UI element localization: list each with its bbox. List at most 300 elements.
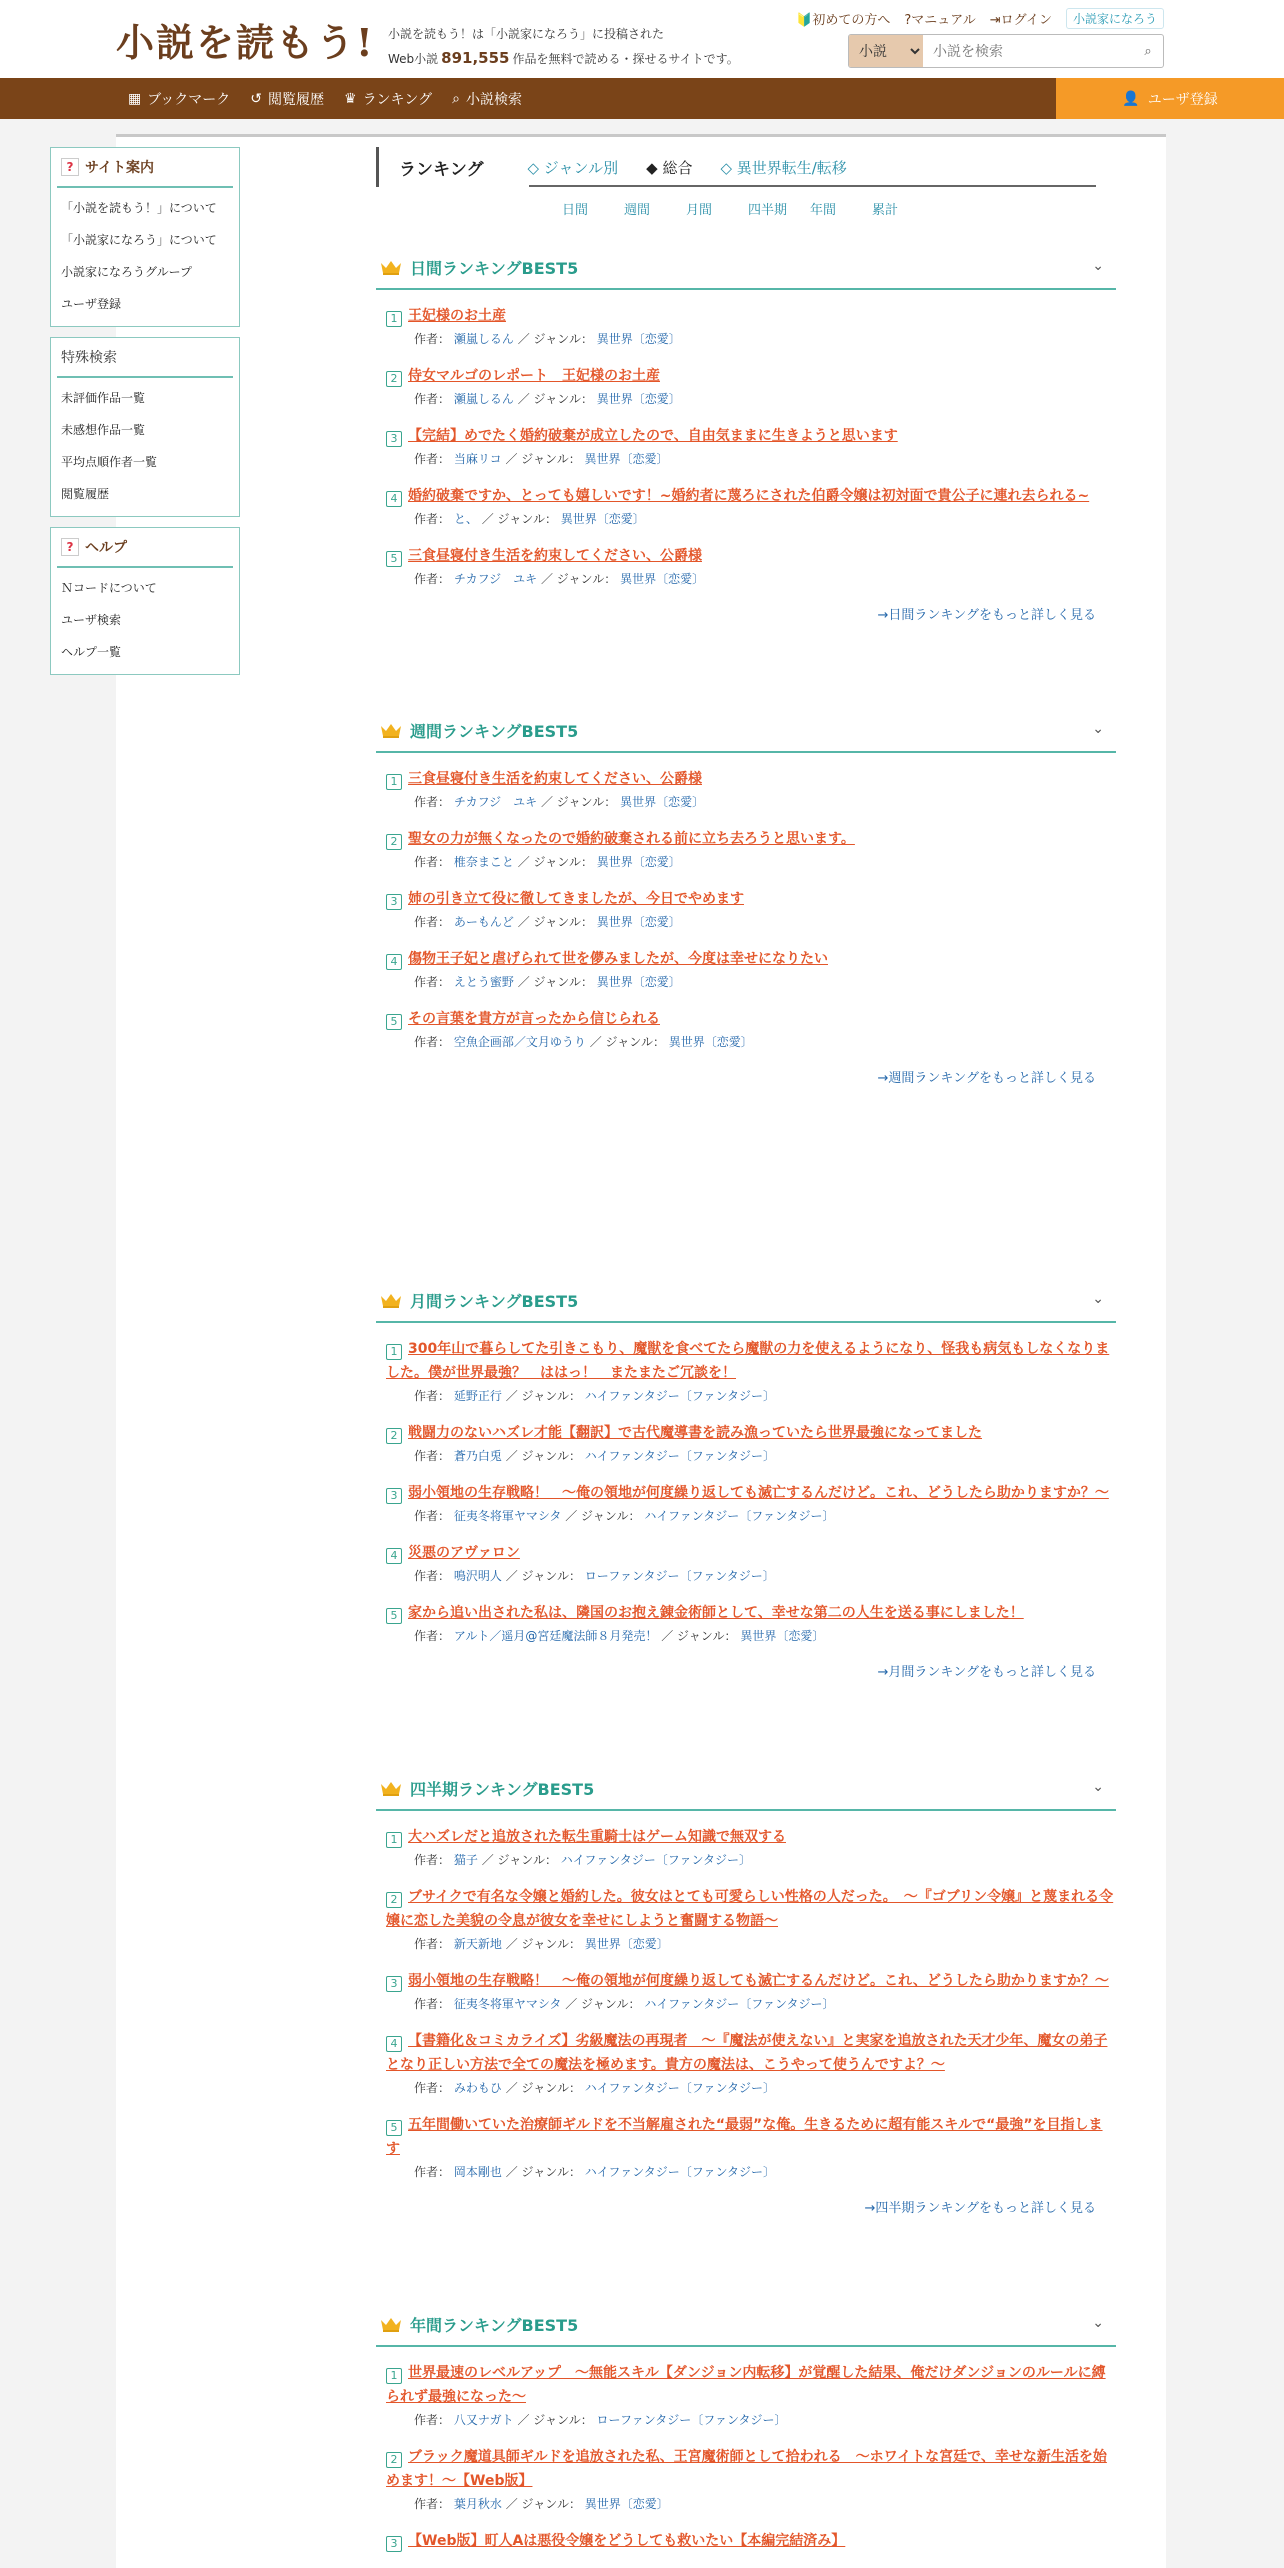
genre-link[interactable]: ハイファンタジー〔ファンタジー〕	[584, 1449, 775, 1463]
sidebar-item-about-yomou[interactable]: 「小説を読もう！」について	[61, 201, 217, 215]
novel-title-link[interactable]	[386, 1481, 1116, 1505]
rank-badge: 4	[386, 2036, 402, 2052]
chevron-down-icon[interactable]: ⌄	[1092, 2315, 1104, 2331]
chevron-down-icon[interactable]: ⌄	[1092, 1779, 1104, 1795]
ranking-section-title: 四半期ランキングBEST5	[410, 1779, 595, 1799]
genre-label: ／ ジャンル：	[517, 855, 593, 869]
tab-genre[interactable]: ◇ ジャンル別	[527, 158, 619, 177]
help-header	[57, 528, 233, 568]
genre-label: ／ ジャンル：	[517, 2413, 593, 2427]
tabs-underline	[529, 185, 1096, 187]
beginner-icon: 🔰	[796, 13, 813, 28]
help-title: ヘルプ	[85, 540, 127, 556]
question-icon: ?	[61, 538, 79, 556]
genre-link[interactable]: 異世界〔恋愛〕	[596, 392, 681, 406]
author-label: 作者：	[414, 2165, 451, 2179]
nav-search[interactable]	[452, 89, 522, 109]
rank-badge: 2	[386, 2452, 402, 2468]
novel-title-link[interactable]	[386, 1337, 1116, 1385]
novel-title: 五年間働いていた治療師ギルドを不当解雇された“最弱”な俺。生きるために超有能スキルで“最強”を目指します	[386, 2117, 1103, 2157]
novel-title: 弱小領地の生存戦略！ ～俺の領地が何度繰り返しても滅亡するんだけど。これ、どうしたら助かりますか？～	[408, 1485, 1109, 1501]
ranking-title: ランキング	[399, 159, 484, 180]
genre-link[interactable]: 異世界〔恋愛〕	[596, 855, 681, 869]
novel-meta	[386, 1993, 1116, 2015]
login-label: ログイン	[1000, 13, 1052, 28]
main-nav	[0, 78, 1284, 119]
crown-icon	[380, 1292, 402, 1308]
site-guide-header	[57, 148, 233, 188]
author-link[interactable]: 征夷冬将軍ヤマシタ	[453, 1509, 562, 1523]
rank-badge: 2	[386, 834, 402, 850]
novel-title-link[interactable]	[386, 2445, 1116, 2493]
novel-meta	[386, 2493, 1116, 2515]
genre-link[interactable]: ハイファンタジー〔ファンタジー〕	[584, 2165, 775, 2179]
novel-title-link[interactable]	[386, 887, 1116, 911]
novel-meta	[386, 2161, 1116, 2183]
period-quarterly[interactable]: 四半期	[748, 203, 788, 218]
rank-badge: 3	[386, 1976, 402, 1992]
ranking-section	[376, 1279, 1116, 1680]
author-label: 作者：	[414, 2497, 451, 2511]
author-link[interactable]: 蒼乃白兎	[453, 1449, 502, 1463]
novel-meta	[386, 508, 1116, 530]
genre-label: ／ ジャンル：	[505, 2081, 581, 2095]
author-link[interactable]: アルト／遥月@宮廷魔法師８月発売！	[453, 1629, 658, 1643]
author-link[interactable]: 空魚企画部／文月ゆうり	[453, 1035, 586, 1049]
tagline-pre: Web小説	[388, 52, 439, 66]
ranking-section-header[interactable]	[376, 1279, 1116, 1323]
author-label: 作者：	[414, 1389, 451, 1403]
author-link[interactable]: 延野正行	[453, 1389, 502, 1403]
novel-meta	[386, 2077, 1116, 2099]
login-link[interactable]	[990, 9, 1052, 28]
genre-label: ／ ジャンル：	[517, 392, 593, 406]
rank-badge: 2	[386, 1428, 402, 1444]
ranking-main	[376, 147, 1116, 218]
novel-title: 家から追い出された私は、隣国のお抱え錬金術師として、幸せな第二の人生を送る事にしました！	[408, 1605, 1024, 1621]
author-label: 作者：	[414, 1449, 451, 1463]
genre-link[interactable]: 異世界〔恋愛〕	[620, 795, 705, 809]
novel-meta	[386, 1849, 1116, 1871]
novel-meta	[386, 851, 1116, 873]
site-tagline	[388, 22, 739, 71]
novel-meta	[386, 1625, 1116, 1647]
author-link[interactable]: 椎奈まこと	[453, 855, 514, 869]
ranking-section-title: 月間ランキングBEST5	[410, 1291, 579, 1311]
author-link[interactable]: 瀬嵐しるん	[453, 392, 514, 406]
novel-title: 弱小領地の生存戦略！ ～俺の領地が何度繰り返しても滅亡するんだけど。これ、どうしたら助かりますか？～	[408, 1973, 1109, 1989]
novel-title-link[interactable]	[386, 2113, 1116, 2161]
ranking-section	[376, 1767, 1116, 2216]
novel-title-link[interactable]	[386, 364, 1116, 388]
period-daily[interactable]: 日間	[562, 203, 589, 218]
list-item	[376, 2529, 1116, 2553]
genre-link[interactable]: ローファンタジー〔ファンタジー〕	[596, 2413, 787, 2427]
author-label: 作者：	[414, 332, 451, 346]
genre-link[interactable]: 異世界〔恋愛〕	[596, 332, 681, 346]
novel-meta	[386, 1031, 1116, 1053]
author-link[interactable]: 征夷冬将軍ヤマシタ	[453, 1997, 562, 2011]
novel-title: 婚約破棄ですか、とっても嬉しいです！~婚約者に蔑ろにされた伯爵令嬢は初対面で貴公子に連れ去られる~	[408, 488, 1090, 504]
genre-link[interactable]: ハイファンタジー〔ファンタジー〕	[584, 2081, 775, 2095]
author-label: 作者：	[414, 1509, 451, 1523]
list-item	[376, 767, 1116, 813]
author-label: 作者：	[414, 1629, 451, 1643]
novel-title-link[interactable]	[386, 767, 1116, 791]
genre-label: ／ ジャンル：	[589, 1035, 665, 1049]
more-ranking-link[interactable]: →日間ランキングをもっと詳しく見る	[877, 608, 1096, 623]
ranking-section-header[interactable]	[376, 246, 1116, 290]
chevron-down-icon[interactable]: ⌄	[1092, 258, 1104, 274]
ranking-section-header[interactable]	[376, 1767, 1116, 1811]
narou-brand-link[interactable]: 小説家になろう	[1066, 8, 1164, 29]
sidebar-item-group[interactable]: 小説家になろうグループ	[61, 265, 193, 279]
author-label: 作者：	[414, 915, 451, 929]
rank-badge: 1	[386, 774, 402, 790]
period-monthly[interactable]: 月間	[686, 203, 713, 218]
crown-icon	[380, 259, 402, 275]
sidebar-item-unrated[interactable]: 未評価作品一覧	[61, 391, 146, 405]
novel-meta	[386, 791, 1116, 813]
ranking-section	[376, 709, 1116, 1086]
author-link[interactable]: 猫子	[453, 1853, 478, 1867]
novel-title: 傷物王子妃と虐げられて世を儚みましたが、今度は幸せになりたい	[408, 951, 828, 967]
genre-label: ／ ジャンル：	[517, 332, 593, 346]
novel-meta	[386, 971, 1116, 993]
site-guide-box	[50, 147, 240, 327]
more-ranking-link[interactable]: →四半期ランキングをもっと詳しく見る	[864, 2201, 1096, 2216]
novel-title: 災悪のアヴァロン	[408, 1545, 520, 1561]
novel-meta	[386, 448, 1116, 470]
rank-badge: 3	[386, 894, 402, 910]
tagline-line2	[388, 46, 739, 71]
genre-label: ／ ジャンル：	[481, 1853, 557, 1867]
novel-title-link[interactable]	[386, 1885, 1116, 1933]
site-header	[0, 0, 1284, 78]
user-icon: 👤	[1122, 90, 1140, 107]
author-label: 作者：	[414, 1035, 451, 1049]
nav-bookmark[interactable]	[128, 89, 230, 109]
rank-badge: 4	[386, 1548, 402, 1564]
list-item	[376, 1421, 1116, 1467]
sidebar-item-register[interactable]: ユーザ登録	[61, 297, 122, 311]
novel-title-link[interactable]	[386, 1825, 1116, 1849]
novel-title-link[interactable]	[386, 1601, 1116, 1625]
first-visit-label: 初めての方へ	[812, 13, 891, 28]
period-weekly[interactable]: 週間	[624, 203, 651, 218]
question-icon: ?	[61, 158, 79, 176]
search-type-select[interactable]	[849, 35, 923, 67]
sidebar-item-about-narou[interactable]: 「小説家になろう」について	[61, 233, 217, 247]
list-item	[376, 2445, 1116, 2515]
author-label: 作者：	[414, 1853, 451, 1867]
rank-badge: 1	[386, 2368, 402, 2384]
list-item	[376, 424, 1116, 470]
novel-title-link[interactable]	[386, 947, 1116, 971]
ranking-section-title: 年間ランキングBEST5	[410, 2315, 579, 2335]
novel-title: 【完結】めでたく婚約破棄が成立したので、自由気ままに生きようと思います	[408, 428, 898, 444]
author-link[interactable]: 新天新地	[453, 1937, 502, 1951]
author-link[interactable]: 鳴沢明人	[453, 1569, 502, 1583]
search-button[interactable]	[1133, 35, 1163, 67]
sidebar-item-history[interactable]: 閲覧履歴	[61, 487, 110, 501]
genre-link[interactable]: ハイファンタジー〔ファンタジー〕	[644, 1509, 835, 1523]
nav-search-label: 小説検索	[466, 91, 522, 108]
register-button[interactable]	[1056, 78, 1284, 119]
novel-title-link[interactable]	[386, 1969, 1116, 1993]
more-ranking-link[interactable]: →週間ランキングをもっと詳しく見る	[877, 1071, 1096, 1086]
novel-meta	[386, 2409, 1116, 2431]
crown-icon: ♛	[344, 90, 357, 107]
list-item	[376, 304, 1116, 350]
novel-title-link[interactable]	[386, 1541, 1116, 1565]
novel-title-link[interactable]	[386, 424, 1116, 448]
chevron-down-icon[interactable]: ⌄	[1092, 1291, 1104, 1307]
novel-title: 姉の引き立て役に徹してきましたが、今日でやめます	[408, 891, 744, 907]
rank-badge: 4	[386, 954, 402, 970]
list-item	[376, 1601, 1116, 1647]
list-item	[376, 1337, 1116, 1407]
genre-label: ／ ジャンル：	[505, 452, 581, 466]
list-item	[376, 484, 1116, 530]
list-item	[376, 2113, 1116, 2183]
list-item	[376, 2361, 1116, 2431]
rank-badge: 5	[386, 1014, 402, 1030]
novel-meta	[386, 388, 1116, 410]
register-label: ユーザ登録	[1147, 91, 1218, 108]
genre-label: ／ ジャンル：	[565, 1997, 641, 2011]
novel-count: 891,555	[441, 49, 510, 67]
author-link[interactable]: チカフジ ユキ	[453, 572, 538, 586]
novel-title-link[interactable]	[386, 484, 1116, 508]
novel-title-link[interactable]	[386, 2361, 1116, 2409]
novel-meta	[386, 1505, 1116, 1527]
list-item	[376, 364, 1116, 410]
novel-meta	[386, 1933, 1116, 1955]
author-link[interactable]: 葉月秋水	[453, 2497, 502, 2511]
genre-link[interactable]: ハイファンタジー〔ファンタジー〕	[560, 1853, 751, 1867]
novel-title: 三食昼寝付き生活を約束してください、公爵様	[408, 548, 702, 564]
genre-link[interactable]: ハイファンタジー〔ファンタジー〕	[644, 1997, 835, 2011]
nav-ranking[interactable]	[344, 89, 432, 109]
more-ranking-link[interactable]: →月間ランキングをもっと詳しく見る	[877, 1665, 1096, 1680]
novel-title: ブサイクで有名な令嬢と婚約した。彼女はとても可愛らしい性格の人だった。 ～『ゴブリン令嬢』と蔑まれる令嬢に恋した美貌の令息が彼女を幸せにしようと奮闘する物語～	[386, 1889, 1114, 1929]
author-link[interactable]: 瀬嵐しるん	[453, 332, 514, 346]
site-guide-title: サイト案内	[85, 160, 155, 176]
author-link[interactable]: あーもんど	[453, 915, 514, 929]
manual-label: マニュアル	[911, 13, 976, 28]
author-label: 作者：	[414, 572, 451, 586]
ranking-section-header[interactable]	[376, 709, 1116, 753]
first-visit-link[interactable]	[796, 9, 890, 28]
rank-badge: 1	[386, 1344, 402, 1360]
author-label: 作者：	[414, 392, 451, 406]
ranking-section-title: 日間ランキングBEST5	[410, 258, 579, 278]
genre-label: ／ ジャンル：	[505, 1449, 581, 1463]
grid-icon: ▦	[128, 90, 142, 107]
novel-title-link[interactable]	[386, 1007, 1116, 1031]
rank-badge: 3	[386, 431, 402, 447]
sidebar-item-ncode[interactable]: Ｎコードについて	[61, 581, 157, 595]
list-item	[376, 1481, 1116, 1527]
genre-label: ／ ジャンル：	[505, 1569, 581, 1583]
nav-history-label: 閲覧履歴	[268, 91, 324, 108]
genre-label: ／ ジャンル：	[505, 1937, 581, 1951]
rank-badge: 4	[386, 491, 402, 507]
ranking-section	[376, 2303, 1116, 2553]
author-label: 作者：	[414, 1569, 451, 1583]
rank-badge: 5	[386, 1608, 402, 1624]
history-icon: ↺	[250, 90, 262, 107]
novel-meta	[386, 1565, 1116, 1587]
genre-link[interactable]: 異世界〔恋愛〕	[596, 915, 681, 929]
list-item	[376, 827, 1116, 873]
site-logo[interactable]: 小説を読もう!	[116, 20, 375, 65]
genre-link[interactable]: ローファンタジー〔ファンタジー〕	[584, 1569, 775, 1583]
period-yearly[interactable]: 年間	[810, 203, 837, 218]
author-link[interactable]: みわもひ	[453, 2081, 502, 2095]
ranking-tabs	[376, 147, 1116, 187]
novel-meta	[386, 911, 1116, 933]
genre-label: ／ ジャンル：	[517, 915, 593, 929]
rank-badge: 5	[386, 2120, 402, 2136]
genre-label: ／ ジャンル：	[505, 2497, 581, 2511]
list-item	[376, 887, 1116, 933]
novel-title-link[interactable]	[386, 544, 1116, 568]
question-icon: ?	[904, 13, 912, 28]
genre-label: ／ ジャンル：	[517, 975, 593, 989]
tagline-line1: 小説を読もう！は「小説家になろう」に投稿された	[388, 27, 665, 41]
genre-link[interactable]: 異世界〔恋愛〕	[584, 2497, 669, 2511]
crown-icon	[380, 722, 402, 738]
ranking-section	[376, 246, 1116, 623]
rank-badge: 2	[386, 371, 402, 387]
novel-title: 大ハズレだと追放された転生重騎士はゲーム知識で無双する	[408, 1829, 786, 1845]
author-label: 作者：	[414, 795, 451, 809]
genre-link[interactable]: 異世界〔恋愛〕	[584, 452, 669, 466]
special-search-box	[50, 337, 240, 517]
novel-title: 王妃様のお土産	[408, 308, 506, 324]
genre-label: ／ ジャンル：	[661, 1629, 737, 1643]
novel-title-link[interactable]	[386, 2029, 1116, 2077]
rank-badge: 2	[386, 1892, 402, 1908]
novel-title: 【書籍化＆コミカライズ】劣級魔法の再現者 ～『魔法が使えない』と実家を追放された天才少年、魔女の弟子となり正しい方法で全ての魔法を極めます。貴方の魔法は、こうやって使うんですよ？～	[386, 2033, 1108, 2073]
crown-icon	[380, 2316, 402, 2332]
rank-badge: 3	[386, 1488, 402, 1504]
novel-title: その言葉を貴方が言ったから信じられる	[408, 1011, 660, 1027]
list-item	[376, 1007, 1116, 1053]
author-label: 作者：	[414, 975, 451, 989]
nav-bookmark-label: ブックマーク	[147, 91, 231, 108]
search-icon: ⌕	[452, 90, 460, 107]
rank-badge: 1	[386, 311, 402, 327]
novel-title: ブラック魔道具師ギルドを追放された私、王宮魔術師として拾われる ～ホワイトな宮廷で、幸せな新生活を始めます！～【Web版】	[386, 2449, 1107, 2489]
author-link[interactable]: と、	[453, 512, 478, 526]
sidebar-item-user-search[interactable]: ユーザ検索	[61, 613, 122, 627]
author-link[interactable]: 八又ナガト	[453, 2413, 514, 2427]
tab-overall[interactable]: ◆ 総合	[646, 158, 693, 177]
author-label: 作者：	[414, 452, 451, 466]
period-total[interactable]: 累計	[872, 203, 899, 218]
author-link[interactable]: チカフジ ユキ	[453, 795, 538, 809]
list-item	[376, 2029, 1116, 2099]
rank-badge: 3	[386, 2536, 402, 2552]
top-links	[796, 8, 1164, 29]
period-links	[562, 199, 1116, 218]
sidebar	[50, 147, 240, 685]
genre-label: ／ ジャンル：	[565, 1509, 641, 1523]
novel-meta	[386, 1385, 1116, 1407]
genre-label: ／ ジャンル：	[481, 512, 557, 526]
author-label: 作者：	[414, 855, 451, 869]
sidebar-item-avg-authors[interactable]: 平均点順作者一覧	[61, 455, 158, 469]
author-link[interactable]: 当麻リコ	[453, 452, 502, 466]
nav-history[interactable]	[250, 89, 324, 109]
novel-meta	[386, 568, 1116, 590]
author-label: 作者：	[414, 512, 451, 526]
author-label: 作者：	[414, 2413, 451, 2427]
genre-link[interactable]: 異世界〔恋愛〕	[584, 1937, 669, 1951]
nav-ranking-label: ランキング	[362, 91, 433, 108]
ranking-section-header[interactable]	[376, 2303, 1116, 2347]
list-item	[376, 544, 1116, 590]
author-link[interactable]: 岡本剛也	[453, 2165, 502, 2179]
list-item	[376, 1969, 1116, 2015]
novel-title: 世界最速のレベルアップ ～無能スキル【ダンジョン内転移】が覚醒した結果、俺だけダンジョンのルールに縛られず最強になった～	[386, 2365, 1106, 2405]
search-input[interactable]	[923, 35, 1133, 67]
novel-title-link[interactable]	[386, 2529, 1116, 2553]
novel-title-link[interactable]	[386, 1421, 1116, 1445]
novel-title: 【Web版】町人Aは悪役令嬢をどうしても救いたい【本編完結済み】	[408, 2533, 846, 2549]
chevron-down-icon[interactable]: ⌄	[1092, 721, 1104, 737]
author-label: 作者：	[414, 1997, 451, 2011]
author-label: 作者：	[414, 2081, 451, 2095]
genre-link[interactable]: 異世界〔恋愛〕	[560, 512, 645, 526]
help-box	[50, 527, 240, 675]
novel-title: 侍女マルゴのレポート 王妃様のお土産	[408, 368, 660, 384]
sidebar-item-help-list[interactable]: ヘルプ一覧	[61, 645, 122, 659]
genre-label: ／ ジャンル：	[505, 2165, 581, 2179]
genre-link[interactable]: 異世界〔恋愛〕	[668, 1035, 753, 1049]
author-link[interactable]: えとう蜜野	[453, 975, 514, 989]
tab-isekai[interactable]: ◇ 異世界転生/転移	[720, 158, 847, 177]
novel-title: 300年山で暮らしてた引きこもり、魔獣を食べてたら魔獣の力を使えるようになり、怪我も病気もしなくなりました。僕が世界最強？ ははっ！ またまたご冗談を！	[386, 1341, 1110, 1381]
ranking-section-title: 週間ランキングBEST5	[410, 721, 579, 741]
novel-title: 戦闘力のないハズレ才能【翻訳】で古代魔導書を読み漁っていたら世界最強になってました	[408, 1425, 982, 1441]
novel-title-link[interactable]	[386, 304, 1116, 328]
novel-title-link[interactable]	[386, 827, 1116, 851]
special-search-header: 特殊検索	[57, 338, 233, 378]
search-box	[848, 34, 1164, 68]
rank-badge: 1	[386, 1832, 402, 1848]
genre-link[interactable]: 異世界〔恋愛〕	[740, 1629, 825, 1643]
tagline-post: 作品を無料で読める・探せるサイトです。	[512, 52, 739, 66]
author-label: 作者：	[414, 1937, 451, 1951]
genre-label: ／ ジャンル：	[505, 1389, 581, 1403]
search-icon: ⌕	[1144, 43, 1152, 59]
genre-link[interactable]: 異世界〔恋愛〕	[596, 975, 681, 989]
genre-link[interactable]: ハイファンタジー〔ファンタジー〕	[584, 1389, 775, 1403]
novel-meta	[386, 328, 1116, 350]
genre-link[interactable]: 異世界〔恋愛〕	[620, 572, 705, 586]
sidebar-item-no-review[interactable]: 未感想作品一覧	[61, 423, 146, 437]
novel-title: 聖女の力が無くなったので婚約破棄される前に立ち去ろうと思います。	[408, 831, 855, 847]
genre-label: ／ ジャンル：	[540, 572, 617, 586]
novel-meta	[386, 1445, 1116, 1467]
list-item	[376, 947, 1116, 993]
list-item	[376, 1825, 1116, 1871]
manual-link[interactable]	[904, 9, 975, 28]
